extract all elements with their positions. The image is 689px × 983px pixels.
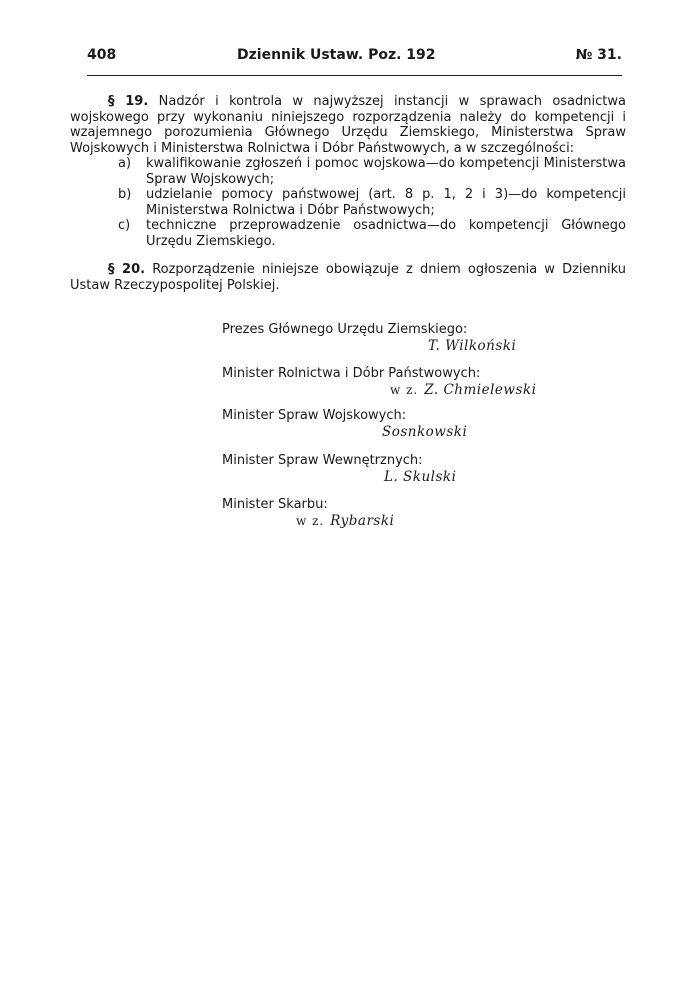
deputy-prefix: w z. [390,383,419,397]
journal-name: Dziennik Ustaw. [237,47,364,63]
section-20 [70,262,626,293]
list-item-label: b) [118,187,132,202]
list-item [70,156,626,187]
signatory-name [222,382,542,398]
section-19 [70,94,626,156]
signature-block [222,366,542,398]
signatory-name [222,338,542,354]
signatory-role: Minister Rolnictwa i Dóbr Państwowych: [222,366,481,381]
list-item-text: udzielanie pomocy państwowej (art. 8 p. 1, 2 i 3)—do kompetencji Ministerstwa Rolnictwa i Dóbr Państwowych; [146,187,626,218]
journal-title [237,47,436,63]
list-item-text: kwalifikowanie zgłoszeń i pomoc wojskowa—do kompetencji Ministerstwa Spraw Wojskowych; [146,156,626,187]
signatory-name-text: Rybarski [330,513,395,529]
signatory-name-text: Sosnkowski [382,424,468,440]
signature-block [222,453,542,485]
signature-block [222,408,542,440]
signatory-role: Prezes Głównego Urzędu Ziemskiego: [222,322,468,337]
signatory-name-text: L. Skulski [384,469,457,485]
signatory-role: Minister Spraw Wojskowych: [222,408,407,423]
signatory-name-text: Z. Chmielewski [424,382,537,398]
section-19-text: Nadzór i kontrola w najwyższej instancji w sprawach osadnictwa wojskowego przy wykonaniu niniejszego rozporządzenia należy do kompetencji i wzajemnego porozumienia Głównego Urzędu Ziemskiego, Ministerstwa Spraw Wojskowych i Ministerstwa Rolnictwa i Dóbr Państwowych, a w szczególności: [70,94,626,156]
page-number: 408 [87,47,117,63]
signatory-name [222,424,542,440]
section-19-list [70,156,626,249]
signatory-role: Minister Spraw Wewnętrznych: [222,453,423,468]
signatory-name [222,513,542,529]
signatory-name [222,469,542,485]
signature-block [222,497,542,529]
signatory-role: Minister Skarbu: [222,497,328,512]
section-20-text: Rozporządzenie niniejsze obowiązuje z dniem ogłoszenia w Dzienniku Ustaw Rzeczypospolitej Polskiej. [70,262,626,293]
list-item [70,187,626,218]
position-number: Poz. 192 [368,47,436,63]
list-item-label: a) [118,156,132,171]
list-item [70,218,626,249]
deputy-prefix: w z. [296,514,325,528]
page-header [87,47,622,71]
signature-block [222,322,542,354]
section-19-label: § 19. [108,94,149,109]
section-20-label: § 20. [108,262,146,277]
list-item-label: c) [118,218,131,233]
document-body [70,94,626,293]
signatory-name-text: T. Wilkoński [428,338,517,354]
list-item-text: techniczne przeprowadzenie osadnictwa—do kompetencji Głównego Urzędu Ziemskiego. [146,218,626,249]
issue-number: № 31. [575,47,622,63]
header-rule [87,75,622,76]
